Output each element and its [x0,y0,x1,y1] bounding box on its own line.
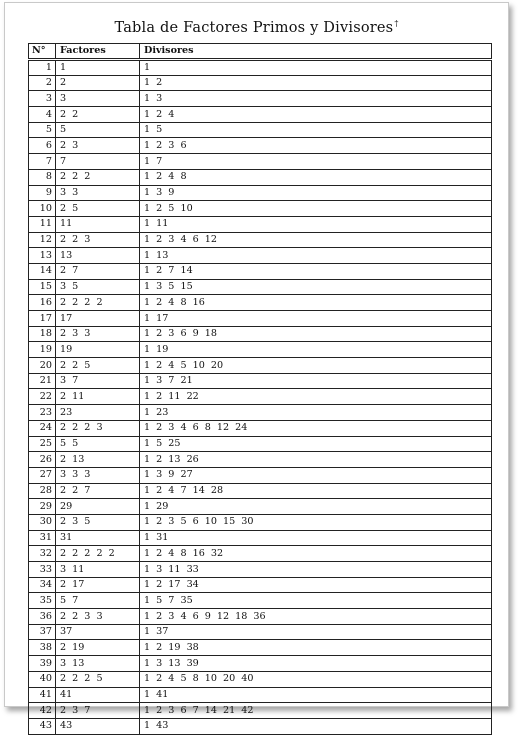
cell-divisores: 1 5 7 35 [140,593,492,609]
cell-divisores: 1 29 [140,499,492,515]
cell-divisores: 1 2 11 22 [140,389,492,405]
cell-divisores: 1 2 3 6 7 14 21 42 [140,703,492,719]
cell-factores: 2 11 [56,389,140,405]
cell-number: 15 [29,279,56,295]
cell-number: 42 [29,703,56,719]
cell-number: 18 [29,326,56,342]
cell-number: 4 [29,107,56,123]
cell-factores: 5 7 [56,593,140,609]
cell-number: 43 [29,718,56,734]
cell-factores: 2 2 2 3 [56,420,140,436]
cell-factores: 3 11 [56,562,140,578]
cell-factores: 3 [56,91,140,107]
cell-factores: 31 [56,530,140,546]
table-row [29,577,492,593]
cell-divisores: 1 3 13 39 [140,656,492,672]
cell-factores: 37 [56,624,140,640]
dagger-footnote-mark: † [394,19,399,28]
cell-factores: 2 5 [56,201,140,217]
cell-number: 6 [29,138,56,154]
cell-divisores: 1 2 3 4 6 9 12 18 36 [140,609,492,625]
cell-divisores: 1 43 [140,718,492,734]
table-row [29,609,492,625]
table-row [29,107,492,123]
cell-number: 29 [29,499,56,515]
table-row [29,138,492,154]
cell-factores: 1 [56,60,140,76]
cell-divisores: 1 23 [140,405,492,421]
table-row [29,154,492,170]
cell-number: 30 [29,514,56,530]
cell-number: 26 [29,452,56,468]
cell-number: 32 [29,546,56,562]
cell-factores: 2 19 [56,640,140,656]
table-row [29,562,492,578]
cell-factores: 2 2 3 [56,232,140,248]
table-row [29,593,492,609]
cell-number: 27 [29,467,56,483]
cell-divisores: 1 7 [140,154,492,170]
cell-factores: 7 [56,154,140,170]
table-row [29,436,492,452]
table-row [29,499,492,515]
table-row [29,546,492,562]
table-row [29,373,492,389]
cell-divisores: 1 37 [140,624,492,640]
cell-number: 10 [29,201,56,217]
cell-divisores: 1 41 [140,687,492,703]
table-row [29,671,492,687]
cell-divisores: 1 2 4 8 [140,169,492,185]
cell-divisores: 1 2 3 4 6 12 [140,232,492,248]
cell-divisores: 1 2 4 7 14 28 [140,483,492,499]
cell-factores: 2 2 7 [56,483,140,499]
cell-number: 3 [29,91,56,107]
cell-number: 20 [29,358,56,374]
table-row [29,718,492,734]
cell-number: 35 [29,593,56,609]
cell-number: 40 [29,671,56,687]
table-row [29,640,492,656]
cell-number: 13 [29,248,56,264]
table-row [29,358,492,374]
table-row [29,185,492,201]
cell-number: 12 [29,232,56,248]
cell-divisores: 1 31 [140,530,492,546]
page-title [5,19,508,36]
cell-divisores: 1 2 4 5 10 20 [140,358,492,374]
cell-factores: 23 [56,405,140,421]
table-row [29,687,492,703]
cell-factores: 43 [56,718,140,734]
cell-divisores: 1 2 3 5 6 10 15 30 [140,514,492,530]
cell-number: 38 [29,640,56,656]
cell-divisores: 1 5 [140,122,492,138]
cell-factores: 11 [56,216,140,232]
table-row [29,122,492,138]
cell-divisores: 1 2 [140,75,492,91]
cell-number: 37 [29,624,56,640]
cell-divisores: 1 11 [140,216,492,232]
cell-number: 33 [29,562,56,578]
cell-divisores: 1 2 4 8 16 32 [140,546,492,562]
cell-number: 28 [29,483,56,499]
table-row [29,452,492,468]
cell-divisores: 1 2 17 34 [140,577,492,593]
table-row [29,389,492,405]
cell-divisores: 1 3 9 27 [140,467,492,483]
cell-number: 19 [29,342,56,358]
table-row [29,342,492,358]
cell-divisores: 1 2 3 6 [140,138,492,154]
table-row [29,248,492,264]
cell-number: 36 [29,609,56,625]
cell-factores: 19 [56,342,140,358]
cell-number: 41 [29,687,56,703]
table-row [29,405,492,421]
cell-number: 7 [29,154,56,170]
cell-number: 16 [29,295,56,311]
table-row [29,201,492,217]
cell-number: 39 [29,656,56,672]
table-row [29,483,492,499]
table-row [29,295,492,311]
cell-factores: 41 [56,687,140,703]
cell-divisores: 1 3 5 15 [140,279,492,295]
cell-factores: 5 5 [56,436,140,452]
table-row [29,216,492,232]
cell-factores: 2 2 5 [56,358,140,374]
cell-factores: 13 [56,248,140,264]
table-row [29,60,492,76]
cell-factores: 2 2 2 2 [56,295,140,311]
cell-divisores: 1 2 5 10 [140,201,492,217]
cell-number: 8 [29,169,56,185]
cell-number: 9 [29,185,56,201]
document-page [4,2,509,732]
cell-factores: 3 7 [56,373,140,389]
cell-number: 5 [29,122,56,138]
cell-factores: 2 2 2 [56,169,140,185]
cell-factores: 2 2 2 2 2 [56,546,140,562]
cell-divisores: 1 2 4 [140,107,492,123]
cell-number: 22 [29,389,56,405]
table-row [29,263,492,279]
cell-factores: 2 7 [56,263,140,279]
cell-number: 2 [29,75,56,91]
table-row [29,656,492,672]
table-row [29,420,492,436]
cell-number: 24 [29,420,56,436]
cell-factores: 3 13 [56,656,140,672]
cell-factores: 2 2 3 3 [56,609,140,625]
cell-number: 34 [29,577,56,593]
cell-factores: 2 3 5 [56,514,140,530]
cell-number: 21 [29,373,56,389]
cell-divisores: 1 2 19 38 [140,640,492,656]
cell-factores: 3 3 3 [56,467,140,483]
cell-number: 1 [29,60,56,76]
table-row [29,530,492,546]
cell-divisores: 1 2 13 26 [140,452,492,468]
cell-divisores: 1 5 25 [140,436,492,452]
cell-factores: 2 2 2 5 [56,671,140,687]
table-row [29,326,492,342]
table-row [29,467,492,483]
table-row [29,624,492,640]
cell-factores: 17 [56,311,140,327]
cell-factores: 3 3 [56,185,140,201]
cell-number: 23 [29,405,56,421]
cell-divisores: 1 [140,60,492,76]
cell-divisores: 1 13 [140,248,492,264]
cell-divisores: 1 3 9 [140,185,492,201]
cell-factores: 2 2 [56,107,140,123]
factors-divisors-table [28,43,492,735]
table-row [29,514,492,530]
cell-number: 25 [29,436,56,452]
table-row [29,232,492,248]
table-row [29,279,492,295]
cell-divisores: 1 3 7 21 [140,373,492,389]
table-row [29,75,492,91]
cell-factores: 3 5 [56,279,140,295]
table-row [29,91,492,107]
cell-divisores: 1 2 4 5 8 10 20 40 [140,671,492,687]
cell-factores: 5 [56,122,140,138]
cell-number: 14 [29,263,56,279]
cell-factores: 2 3 7 [56,703,140,719]
column-header-factores: Factores [56,44,140,60]
cell-number: 17 [29,311,56,327]
cell-divisores: 1 2 3 6 9 18 [140,326,492,342]
cell-factores: 2 3 3 [56,326,140,342]
cell-divisores: 1 2 7 14 [140,263,492,279]
cell-factores: 29 [56,499,140,515]
cell-number: 31 [29,530,56,546]
cell-divisores: 1 2 3 4 6 8 12 24 [140,420,492,436]
table-row [29,311,492,327]
table-header-row [29,44,492,60]
table-row [29,169,492,185]
cell-divisores: 1 2 4 8 16 [140,295,492,311]
table-body [29,60,492,735]
title-text: Tabla de Factores Primos y Divisores [114,20,394,36]
column-header-number: N° [29,44,56,60]
cell-factores: 2 3 [56,138,140,154]
cell-divisores: 1 3 [140,91,492,107]
cell-divisores: 1 3 11 33 [140,562,492,578]
table-row [29,703,492,719]
cell-factores: 2 13 [56,452,140,468]
cell-divisores: 1 19 [140,342,492,358]
cell-number: 11 [29,216,56,232]
column-header-divisores: Divisores [140,44,492,60]
cell-factores: 2 17 [56,577,140,593]
cell-factores: 2 [56,75,140,91]
cell-divisores: 1 17 [140,311,492,327]
